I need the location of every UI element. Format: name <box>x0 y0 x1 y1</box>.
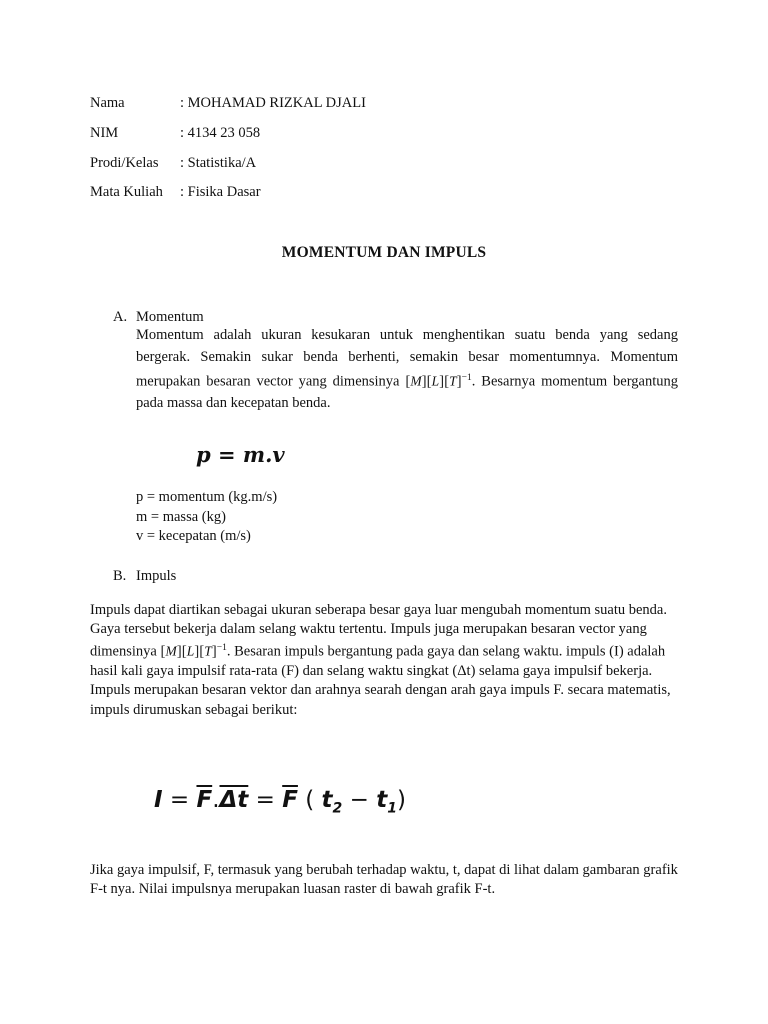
section-name: Momentum <box>136 309 204 325</box>
dim-exponent: −1 <box>216 643 227 654</box>
dim-t: T <box>204 643 212 659</box>
paragraph-text: Impuls dapat diartikan sebagai ukuran seberapa besar gaya luar mengubah momentum suatu benda. Gaya tersebut bekerja dalam selang waktu tertentu. Impuls juga merupakan besaran vector yang dimensinya <box>90 602 667 660</box>
section-letter: A. <box>113 309 128 325</box>
formula-symbol-f-bar: $\overline{F}$ <box>196 787 213 813</box>
dim-exponent: −1 <box>461 373 472 383</box>
formula-paren-close: ) <box>396 787 406 813</box>
section-name: Impuls <box>136 568 177 584</box>
paragraph-text: . Besaran impuls bergantung pada gaya dan selang waktu. impuls (I) adalah hasil kali gaya impulsif rata-rata (F) dan selang waktu singkat (Δt) selama gaya impulsif bekerja. Impuls merupakan besaran vektor dan arahnya searah dengan arah gaya impuls F. secara matematis, impuls dirumuskan sebagai berikut: <box>90 643 671 718</box>
identity-label: NIM <box>90 125 119 141</box>
dim-t: T <box>449 373 457 389</box>
identity-value: : Statistika/A <box>180 155 257 171</box>
formula-symbol-t: t <box>321 787 333 813</box>
variable-item: p = momentum (kg.m/s) <box>136 489 278 505</box>
paragraph-text: Momentum adalah ukuran kesukaran untuk menghentikan suatu benda yang sedang bergerak. Semakin sukar benda berhenti, semakin besar momentumnya. Momentum merupakan besaran vector yang dimensinya <box>136 327 678 390</box>
formula-subscript: 1 <box>387 800 397 817</box>
formula-equals: = <box>169 787 190 813</box>
dim-l: L <box>186 643 195 659</box>
momentum-formula: p = m.v <box>196 442 285 467</box>
dim-m: M <box>165 643 177 659</box>
identity-value: : MOHAMAD RIZKAL DJALI <box>180 95 366 111</box>
dim-l: L <box>431 373 440 389</box>
formula-symbol-delta-t-bar: $\overline{\Delta t}$ <box>219 787 249 813</box>
dim-m: M <box>410 373 422 389</box>
variable-item: m = massa (kg) <box>136 508 226 525</box>
paragraph-text: . Besarnya momentum bergantung pada massa dan kecepatan benda. <box>136 373 679 411</box>
dimension-expression: $[M][L][T]^{-1}$ <box>160 643 227 660</box>
identity-value: : 4134 23 058 <box>180 125 261 141</box>
variable-item: v = kecepatan (m/s) <box>136 528 251 544</box>
formula-equals: = <box>255 787 275 813</box>
impuls-paragraph <box>90 601 680 720</box>
formula-symbol-t: t <box>376 787 388 813</box>
formula-dot: . <box>212 787 220 813</box>
identity-label: Mata Kuliah <box>90 184 163 200</box>
identity-label: Nama <box>90 95 125 111</box>
identity-value: : Fisika Dasar <box>180 184 261 200</box>
momentum-paragraph <box>136 325 678 415</box>
formula-paren-open: ( <box>305 787 315 813</box>
section-letter: B. <box>113 568 127 584</box>
formula-symbol-f-bar: $\overline{F}$ <box>282 787 298 813</box>
closing-paragraph: Jika gaya impulsif, F, termasuk yang berubah terhadap waktu, t, dapat di lihat dalam gambaran grafik F-t nya. Nilai impulsnya merupakan luasan raster di bawah grafik F-t. <box>90 862 678 898</box>
identity-label: Prodi/Kelas <box>90 155 159 171</box>
formula-subscript: 2 <box>332 800 343 817</box>
dimension-expression: $[M][L][T]^{-1}$ <box>405 373 472 390</box>
formula-minus: − <box>349 787 369 813</box>
variable-list <box>136 488 277 547</box>
formula-symbol-i: I <box>154 787 163 813</box>
document-title: MOMENTUM DAN IMPULS <box>281 244 487 261</box>
impuls-formula <box>154 785 406 819</box>
